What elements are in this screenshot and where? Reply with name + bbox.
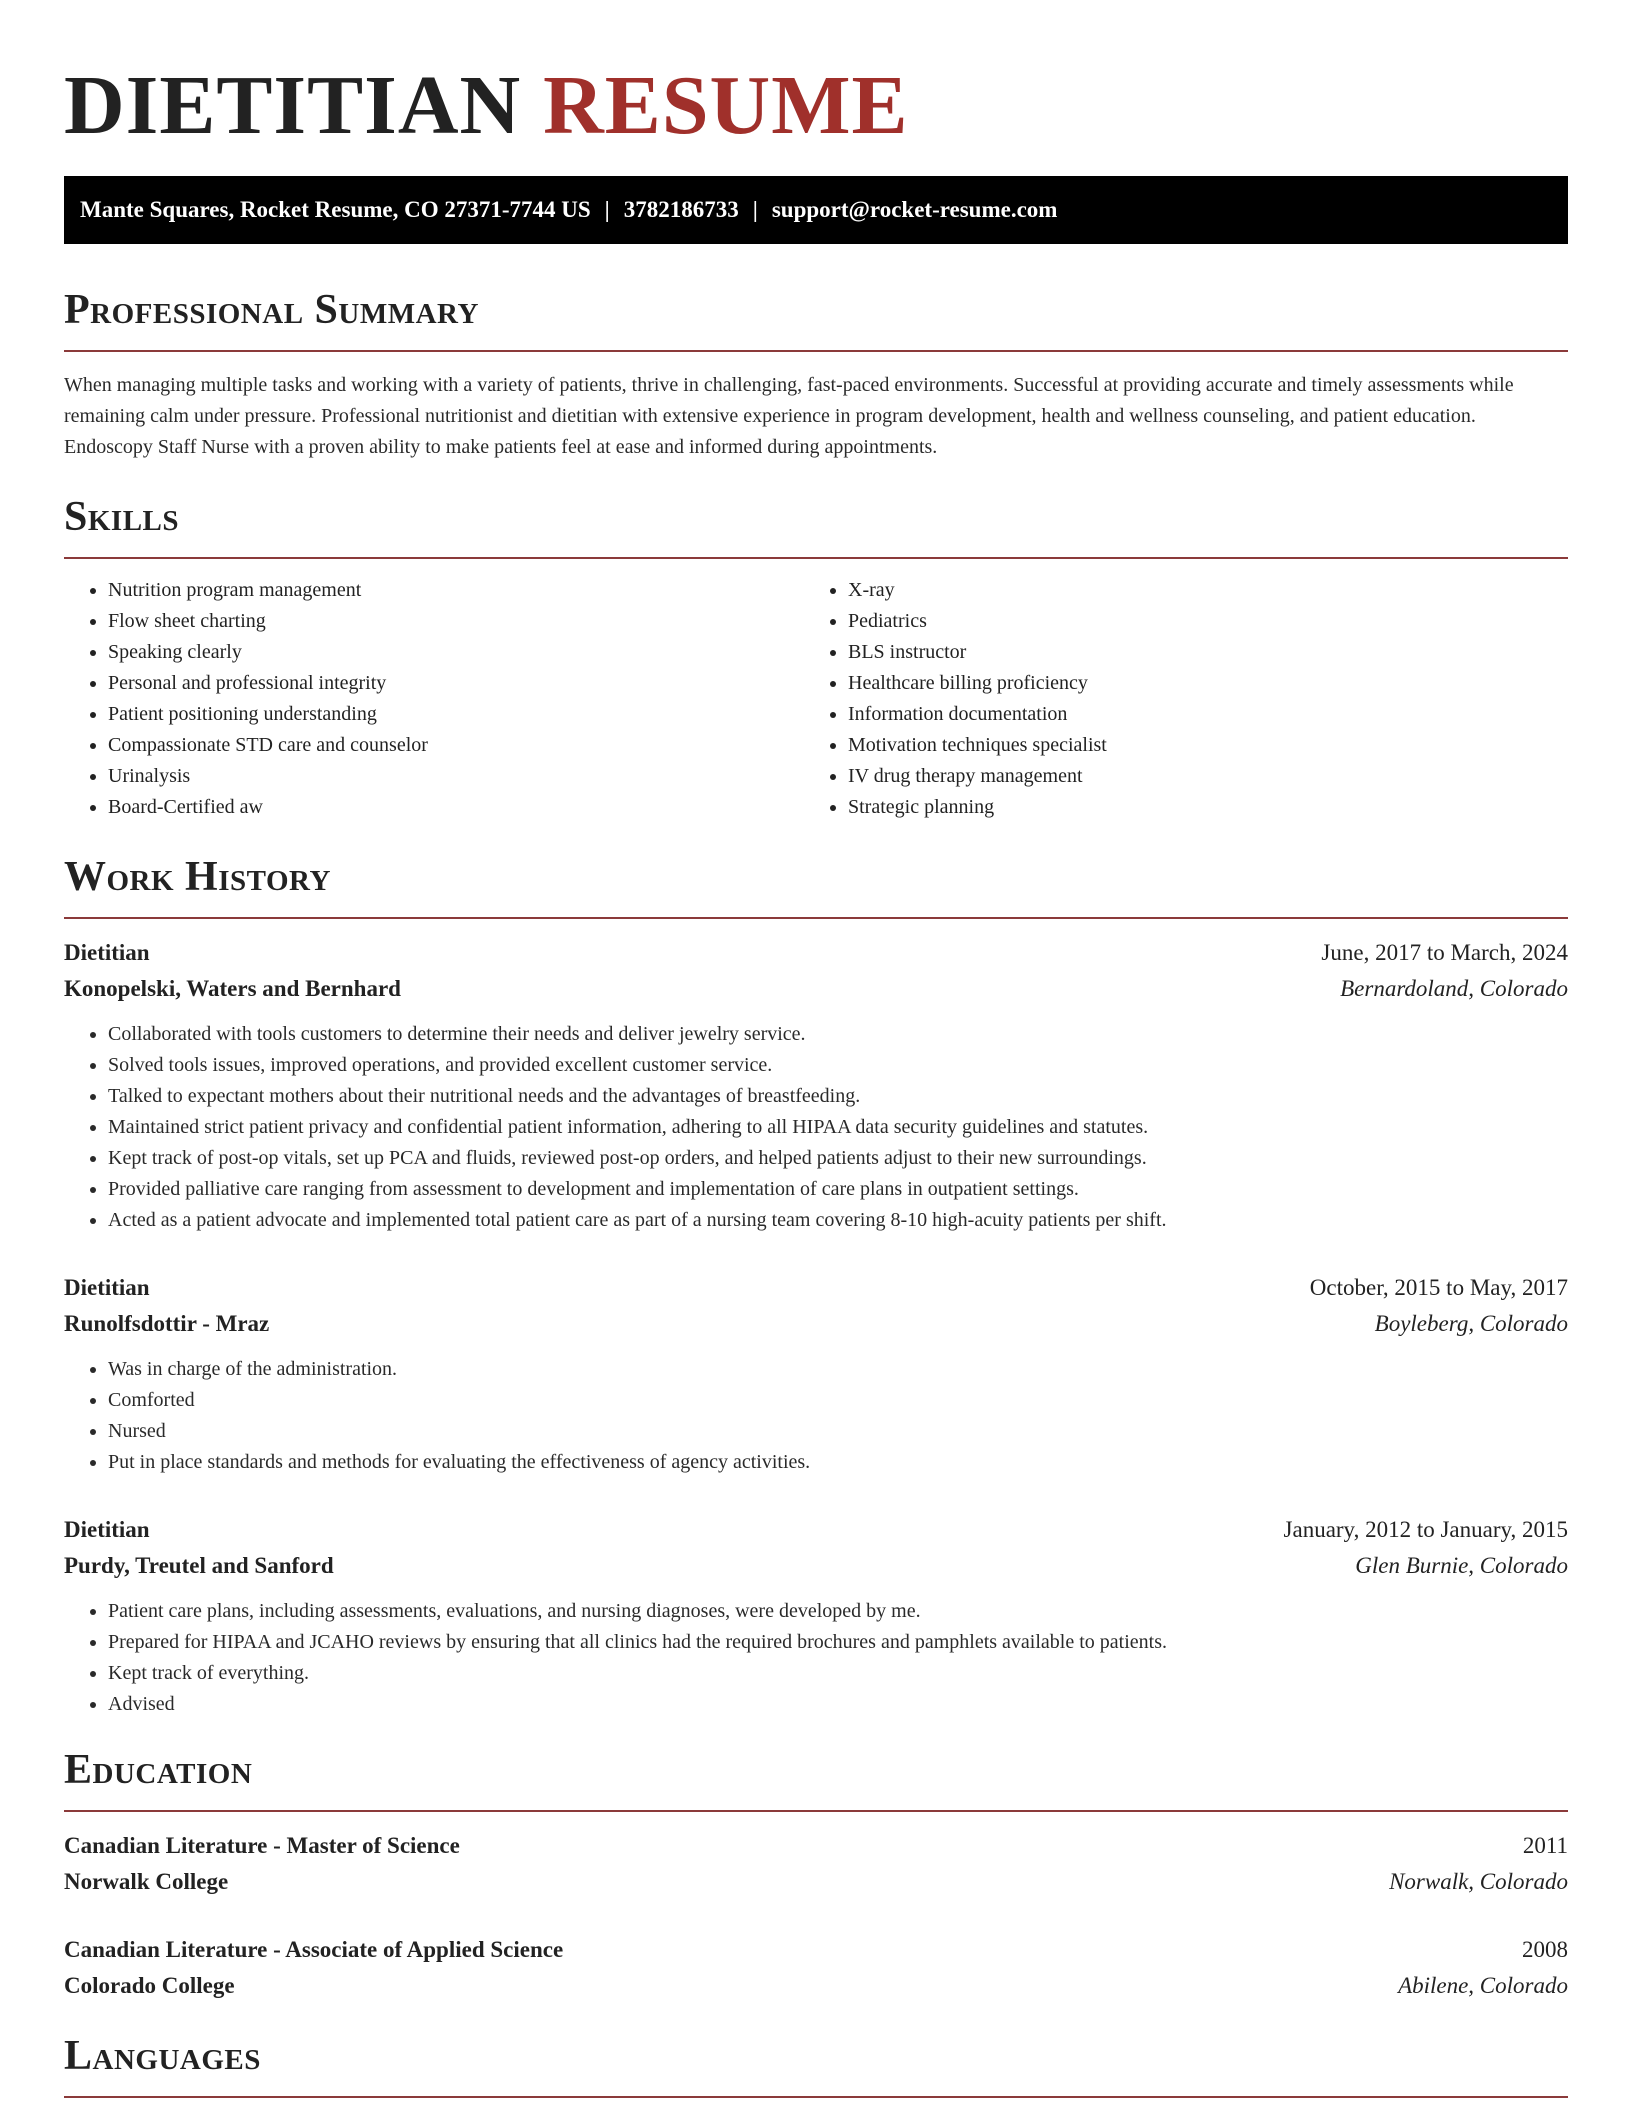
- title-accent: RESUME: [543, 59, 909, 152]
- skill-item: • Urinalysis: [108, 761, 804, 792]
- contact-address: Mante Squares, Rocket Resume, CO 27371-7744 US: [80, 197, 591, 222]
- job-location: Glen Burnie, Colorado: [1355, 1553, 1568, 1578]
- section-divider: [64, 917, 1568, 919]
- skill-item: • Pediatrics: [848, 606, 1568, 637]
- education-entry: [64, 1828, 1568, 1900]
- job-bullet: • Kept track of post-op vitals, set up PCA and fluids, reviewed post-op orders, and helped patients adjust to their new surroundings.: [108, 1143, 1568, 1174]
- education-degree-row: [64, 1932, 1568, 1968]
- education-school: Norwalk College: [64, 1869, 229, 1894]
- job-location: Boyleberg, Colorado: [1374, 1311, 1568, 1336]
- job-bullet: • Talked to expectant mothers about their nutritional needs and the advantages of breastfeeding.: [108, 1081, 1568, 1112]
- job-company: Runolfsdottir - Mraz: [64, 1311, 270, 1336]
- job-bullet: • Provided palliative care ranging from assessment to development and implementation of care plans in outpatient settings.: [108, 1174, 1568, 1205]
- skills-list-right: [804, 575, 1568, 823]
- skill-item: • Compassionate STD care and counselor: [108, 730, 804, 761]
- job-bullet: • Acted as a patient advocate and implemented total patient care as part of a nursing team covering 8-10 high-acuity patients per shift.: [108, 1205, 1568, 1236]
- skill-item: • X-ray: [848, 575, 1568, 606]
- job-dates: June, 2017 to March, 2024: [1321, 940, 1568, 965]
- skill-item: • Flow sheet charting: [108, 606, 804, 637]
- section-divider: [64, 1810, 1568, 1812]
- education-degree: Canadian Literature - Associate of Applied Science: [64, 1937, 564, 1962]
- job-title: Dietitian: [64, 1275, 150, 1300]
- job-header-row: [64, 935, 1568, 971]
- education-degree-row: [64, 1828, 1568, 1864]
- education-school-row: [64, 1864, 1568, 1900]
- education-entry: [64, 1932, 1568, 2004]
- skill-item: • Speaking clearly: [108, 637, 804, 668]
- skill-item: • Patient positioning understanding: [108, 699, 804, 730]
- work-history-section: [64, 851, 1568, 1720]
- section-divider: [64, 350, 1568, 352]
- skills-heading: Skills: [64, 494, 180, 540]
- job-bullet: • Maintained strict patient privacy and confidential patient information, adhering to all HIPAA data security guidelines and statutes.: [108, 1112, 1568, 1143]
- section-divider: [64, 557, 1568, 559]
- title-primary: DIETITIAN: [64, 59, 522, 152]
- job-title: Dietitian: [64, 1517, 150, 1542]
- education-heading: Education: [64, 1747, 253, 1793]
- skill-item: • Board-Certified aw: [108, 792, 804, 823]
- education-year: 2008: [1522, 1937, 1568, 1962]
- contact-separator: |: [752, 197, 758, 222]
- job-bullet: • Collaborated with tools customers to determine their needs and deliver jewelry service.: [108, 1019, 1568, 1050]
- job-entry: [64, 1270, 1568, 1478]
- resume-page: [64, 0, 1568, 2098]
- job-location: Bernardoland, Colorado: [1340, 976, 1568, 1001]
- skill-item: • Personal and professional integrity: [108, 668, 804, 699]
- skill-item: • Information documentation: [848, 699, 1568, 730]
- summary-section: [64, 284, 1568, 463]
- job-entry: [64, 1512, 1568, 1720]
- job-company-row: [64, 971, 1568, 1007]
- job-bullets: [64, 1019, 1568, 1236]
- job-entry: [64, 935, 1568, 1236]
- skill-item: • Motivation techniques specialist: [848, 730, 1568, 761]
- job-bullet: • Kept track of everything.: [108, 1658, 1568, 1689]
- work-history-heading: Work History: [64, 854, 331, 900]
- education-location: Norwalk, Colorado: [1389, 1869, 1568, 1894]
- contact-bar: [64, 176, 1568, 244]
- job-bullet: • Was in charge of the administration.: [108, 1354, 1568, 1385]
- section-divider: [64, 2096, 1568, 2098]
- contact-phone: 3782186733: [623, 197, 739, 222]
- job-bullet: • Nursed: [108, 1416, 1568, 1447]
- education-section: [64, 1744, 1568, 2004]
- summary-text: When managing multiple tasks and working with a variety of patients, thrive in challenging, fast-paced environments. Successful at providing accurate and timely assessments while remaining calm under pressure. Professional nutritionist and dietitian with extensive experience in program development, health and wellness counseling, and patient education. Endoscopy Staff Nurse with a proven ability to make patients feel at ease and informed during appointments.: [64, 374, 1514, 458]
- job-bullets: [64, 1596, 1568, 1720]
- job-bullet: • Patient care plans, including assessments, evaluations, and nursing diagnoses, were developed by me.: [108, 1596, 1568, 1627]
- education-degree: Canadian Literature - Master of Science: [64, 1833, 460, 1858]
- job-company: Konopelski, Waters and Bernhard: [64, 976, 401, 1001]
- job-bullet: • Comforted: [108, 1385, 1568, 1416]
- job-dates: October, 2015 to May, 2017: [1309, 1275, 1568, 1300]
- skill-item: • Strategic planning: [848, 792, 1568, 823]
- education-location: Abilene, Colorado: [1398, 1973, 1568, 1998]
- skills-columns: [64, 575, 1568, 823]
- skills-section: [64, 491, 1568, 823]
- summary-heading: Professional Summary: [64, 287, 479, 333]
- skill-item: • BLS instructor: [848, 637, 1568, 668]
- job-dates: January, 2012 to January, 2015: [1283, 1517, 1568, 1542]
- skill-item: • Healthcare billing proficiency: [848, 668, 1568, 699]
- skill-item: • IV drug therapy management: [848, 761, 1568, 792]
- job-bullets: [64, 1354, 1568, 1478]
- job-header-row: [64, 1512, 1568, 1548]
- skills-list-left: [64, 575, 804, 823]
- education-school-row: [64, 1968, 1568, 2004]
- job-company: Purdy, Treutel and Sanford: [64, 1553, 334, 1578]
- education-school: Colorado College: [64, 1973, 235, 1998]
- languages-section: [64, 2030, 1568, 2098]
- job-bullet: • Advised: [108, 1689, 1568, 1720]
- languages-heading: Languages: [64, 2033, 261, 2079]
- contact-email: support@rocket-resume.com: [771, 197, 1058, 222]
- resume-title: [64, 0, 1568, 158]
- job-bullet: • Put in place standards and methods for evaluating the effectiveness of agency activities.: [108, 1447, 1568, 1478]
- job-bullet: • Prepared for HIPAA and JCAHO reviews by ensuring that all clinics had the required brochures and pamphlets available to patients.: [108, 1627, 1568, 1658]
- contact-separator: |: [604, 197, 610, 222]
- job-header-row: [64, 1270, 1568, 1306]
- job-bullet: • Solved tools issues, improved operations, and provided excellent customer service.: [108, 1050, 1568, 1081]
- job-title: Dietitian: [64, 940, 150, 965]
- job-company-row: [64, 1548, 1568, 1584]
- skill-item: • Nutrition program management: [108, 575, 804, 606]
- job-company-row: [64, 1306, 1568, 1342]
- education-year: 2011: [1522, 1833, 1568, 1858]
